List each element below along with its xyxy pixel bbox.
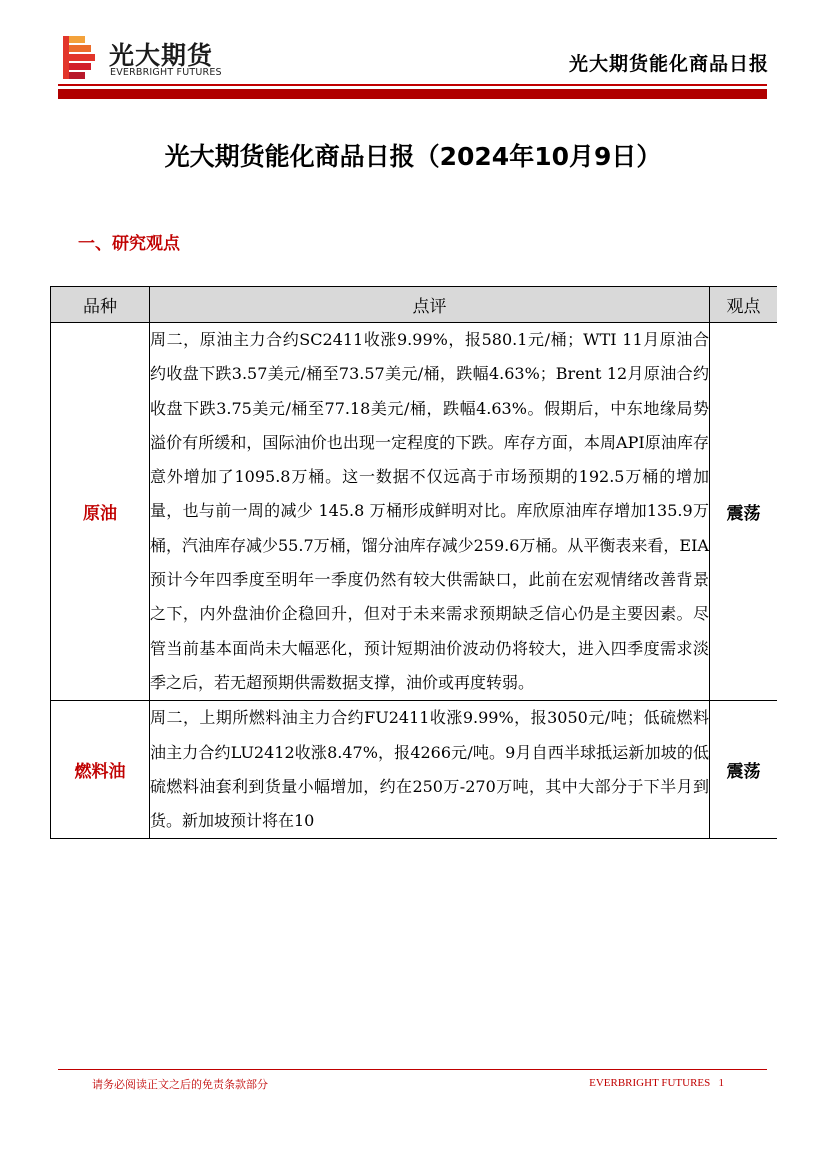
page-title: 光大期货能化商品日报（2024年10月9日） (164, 142, 662, 171)
column-header-category: 品种 (51, 287, 150, 323)
logo-english-name: EVERBRIGHT FUTURES (110, 67, 222, 78)
table-row (51, 701, 778, 839)
header-divider-thin (58, 84, 767, 86)
comment-cell: 周二，原油主力合约SC2411收涨9.99%，报580.1元/桶；WTI 11月原油合约收盘下跌3.57美元/桶至73.57美元/桶，跌幅4.63%；Brent 12月原油合约收盘下跌3.75美元/桶至77.18美元/桶，跌幅4.63%。假期后，中东地缘局势溢价有所缓和，国际油价也出现一定程度的下跌。库存方面，本周API原油库存意外增加了1095.8万桶。这一数据不仅远高于市场预期的192.5万桶的增加量，也与前一周的减少 145.8 万桶形成鲜明对比。库欣原油库存增加135.9万桶，汽油库存减少55.7万桶，馏分油库存减少259.6万桶。从平衡表来看，EIA预计今年四季度至明年一季度仍然有较大供需缺口，此前在宏观情绪改善背景之下，内外盘油价企稳回升，但对于未来需求预期缺乏信心仍是主要因素。尽管当前基本面尚未大幅恶化，预计短期油价波动仍将较大，进入四季度需求淡季之后，若无超预期供需数据支撑，油价或再度转弱。 (150, 323, 710, 701)
table-header-row (51, 287, 778, 323)
footer-brand-name: EVERBRIGHT FUTURES (589, 1077, 711, 1089)
logo-chinese-name: 光大期货 (109, 41, 214, 70)
category-cell: 燃料油 (51, 701, 150, 839)
footer-disclaimer: 请务必阅读正文之后的免责条款部分 (92, 1078, 268, 1091)
view-cell: 震荡 (710, 701, 778, 839)
footer-divider (58, 1069, 767, 1070)
page-number: 1 (718, 1077, 724, 1089)
category-cell: 原油 (51, 323, 150, 701)
footer-brand (589, 1077, 724, 1089)
section-heading: 一、研究观点 (78, 234, 180, 254)
company-logo (63, 36, 263, 84)
comment-cell: 周二，上期所燃料油主力合约FU2411收涨9.99%，报3050元/吨；低硫燃料油主力合约LU2412收涨8.47%，报4266元/吨。9月自西半球抵运新加坡的低硫燃料油套利到货量小幅增加，约在250万-270万吨，其中大部分于下半月到货。新加坡预计将在10 (150, 701, 710, 839)
header-divider-thick (58, 89, 767, 99)
everbright-logo-icon (63, 36, 97, 80)
table-row (51, 323, 778, 701)
header-report-title: 光大期货能化商品日报 (568, 53, 769, 75)
commodity-table-container (50, 286, 777, 1067)
column-header-view: 观点 (710, 287, 778, 323)
view-cell: 震荡 (710, 323, 778, 701)
commodity-table (50, 286, 777, 839)
column-header-comment: 点评 (150, 287, 710, 323)
